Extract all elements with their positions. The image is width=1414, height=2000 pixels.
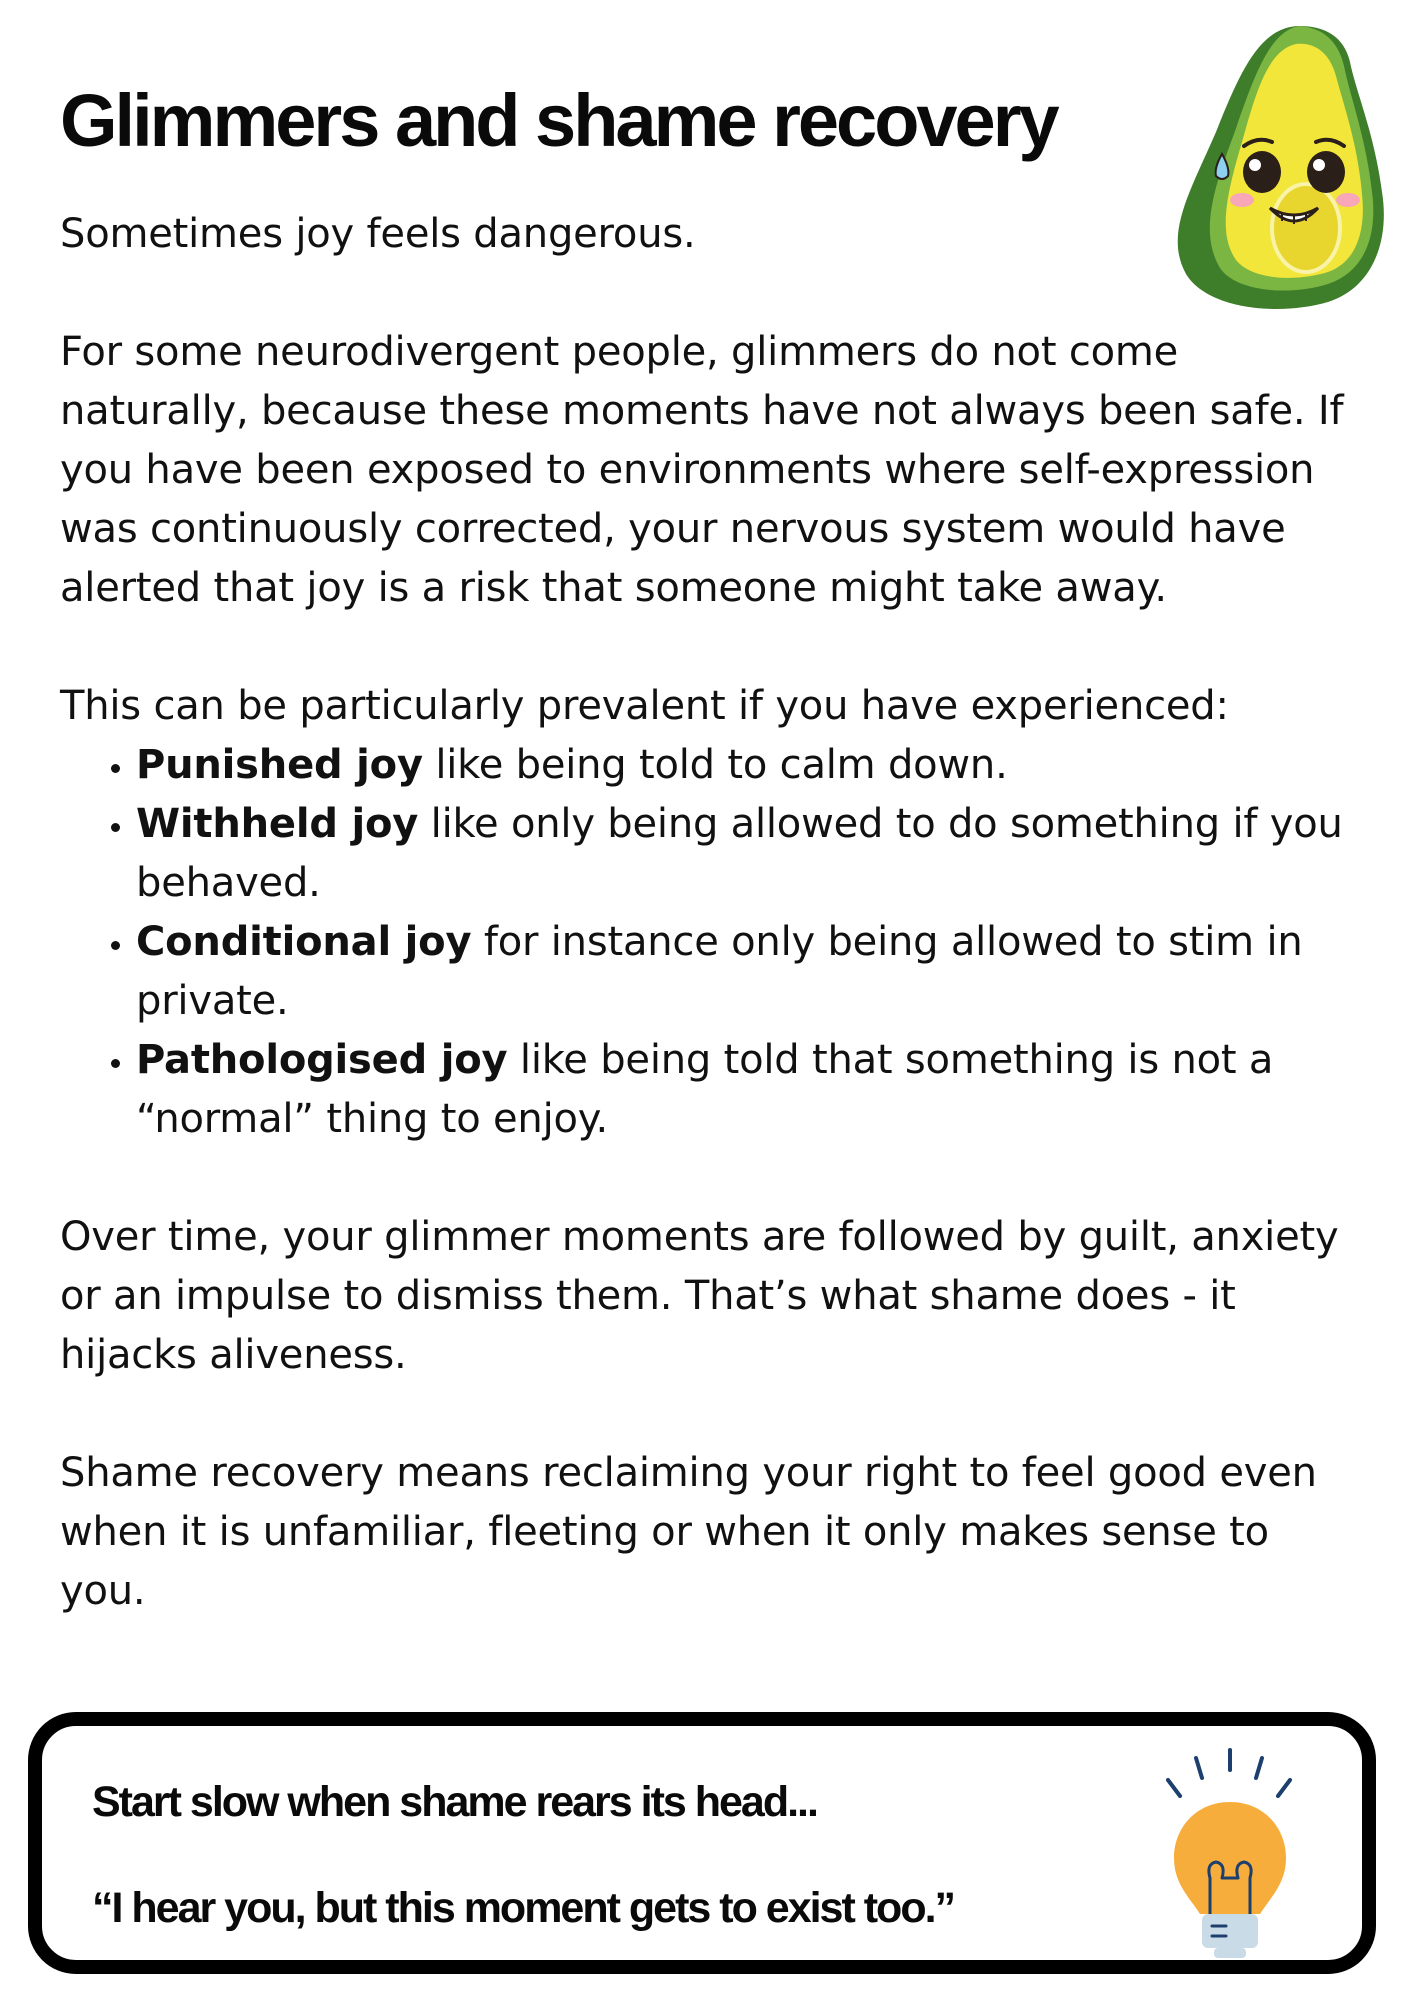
list-intro: This can be particularly prevalent if you have experienced:	[60, 683, 1229, 729]
list-item-text: like only being allowed to do something if you behaved.	[136, 801, 1343, 906]
paragraph-shame: Over time, your glimmer moments are followed by guilt, anxiety or an impulse to dismiss them. That’s what shame does - it hijacks aliveness.	[60, 1214, 1339, 1378]
list-item-conditional-joy	[136, 913, 1360, 1031]
tip-heading: Start slow when shame rears its head...	[92, 1778, 817, 1826]
tip-quote: “I hear you, but this moment gets to exist too.”	[92, 1884, 955, 1932]
body-text	[60, 205, 1360, 1621]
paragraph-recovery: Shame recovery means reclaiming your right to feel good even when it is unfamiliar, fleeting or when it only makes sense to you.	[60, 1450, 1317, 1614]
joy-type-list	[60, 736, 1360, 1149]
list-item-lead: Withheld joy	[136, 801, 419, 847]
list-item-lead: Punished joy	[136, 742, 423, 788]
list-item-text: like being told that something is not a “normal” thing to enjoy.	[136, 1037, 1274, 1142]
list-item-text: for instance only being allowed to stim in private.	[136, 919, 1303, 1024]
list-item-punished-joy	[136, 736, 1360, 795]
intro-text: Sometimes joy feels dangerous.	[60, 211, 696, 257]
list-item-lead: Pathologised joy	[136, 1037, 508, 1083]
lightbulb-icon	[1150, 1738, 1310, 1968]
paragraph-glimmers: For some neurodivergent people, glimmers do not come naturally, because these moments have not always been safe. If you have been exposed to environments where self-expression was continuously corrected, your nervous system would have alerted that joy is a risk that someone might take away.	[60, 329, 1344, 611]
list-item-text: like being told to calm down.	[422, 742, 1008, 788]
list-item-lead: Conditional joy	[136, 919, 472, 965]
page-title: Glimmers and shame recovery	[60, 79, 1057, 162]
list-item-pathologised-joy	[136, 1031, 1360, 1149]
list-item-withheld-joy	[136, 795, 1360, 913]
